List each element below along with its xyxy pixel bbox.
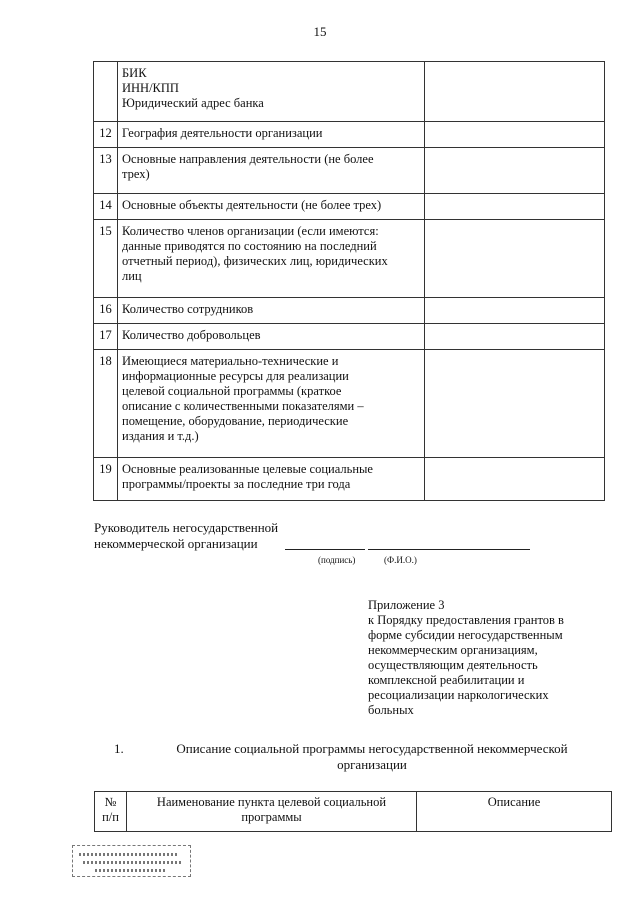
row-number: 14 — [94, 194, 118, 220]
table-row — [94, 324, 605, 350]
section-number: 1. — [114, 741, 124, 756]
row-label: Количество сотрудников — [118, 298, 425, 324]
row-label: БИК ИНН/КПП Юридический адрес банка — [118, 62, 425, 122]
section-title: Описание социальной программы негосударственной некоммерческой организации — [176, 741, 568, 772]
row-value-cell[interactable] — [425, 350, 605, 458]
column-header-number: № п/п — [95, 792, 127, 832]
table-header-row — [95, 792, 612, 832]
table-row — [94, 350, 605, 458]
table-row — [94, 122, 605, 148]
table-row — [94, 458, 605, 501]
table-row — [94, 194, 605, 220]
organization-info-table — [93, 61, 605, 501]
stamp-line — [83, 861, 181, 864]
appendix-note: Приложение 3 к Порядку предоставления грантов в форме субсидии негосударственным некоммерческим организациям, осуществляющим деятельность комплексной реабилитации и ресоциализации наркологических больных — [368, 598, 564, 717]
signature-title-line2: некоммерческой организации — [94, 536, 258, 551]
stamp-line — [95, 869, 165, 872]
document-stamp — [72, 845, 191, 877]
row-label: Имеющиеся материально-технические и информационные ресурсы для реализации целевой социальной программы (краткое описание с количественными показателями – помещение, оборудование, периодические издания и т.д.) — [118, 350, 425, 458]
full-name-field[interactable] — [368, 549, 530, 550]
signature-title-line1: Руководитель негосударственной — [94, 520, 279, 535]
row-number — [94, 62, 118, 122]
program-description-table — [94, 791, 612, 832]
stamp-line — [79, 853, 179, 856]
row-value-cell[interactable] — [425, 458, 605, 501]
row-value-cell[interactable] — [425, 324, 605, 350]
row-number: 18 — [94, 350, 118, 458]
signature-hint: (подпись) — [318, 555, 356, 565]
row-label: Основные реализованные целевые социальные программы/проекты за последние три года — [118, 458, 425, 501]
row-label: Основные объекты деятельности (не более трех) — [118, 194, 425, 220]
full-name-hint: (Ф.И.О.) — [384, 555, 417, 565]
row-label: Основные направления деятельности (не более трех) — [118, 148, 425, 194]
column-header-description: Описание — [417, 792, 612, 832]
table-row — [94, 220, 605, 298]
page-number: 15 — [313, 24, 327, 39]
table-row — [94, 62, 605, 122]
row-label: География деятельности организации — [118, 122, 425, 148]
row-value-cell[interactable] — [425, 148, 605, 194]
column-header-item-name: Наименование пункта целевой социальной программы — [127, 792, 417, 832]
signature-block — [94, 520, 278, 552]
row-value-cell[interactable] — [425, 220, 605, 298]
row-number: 15 — [94, 220, 118, 298]
row-label: Количество членов организации (если имеются: данные приводятся по состоянию на последний отчетный период), физических лиц, юридических лиц — [118, 220, 425, 298]
row-number: 17 — [94, 324, 118, 350]
row-value-cell[interactable] — [425, 62, 605, 122]
row-value-cell[interactable] — [425, 298, 605, 324]
row-value-cell[interactable] — [425, 122, 605, 148]
table-row — [94, 298, 605, 324]
row-number: 13 — [94, 148, 118, 194]
row-number: 19 — [94, 458, 118, 501]
row-value-cell[interactable] — [425, 194, 605, 220]
signature-field[interactable] — [285, 549, 365, 550]
row-label: Количество добровольцев — [118, 324, 425, 350]
row-number: 16 — [94, 298, 118, 324]
table-row — [94, 148, 605, 194]
row-number: 12 — [94, 122, 118, 148]
